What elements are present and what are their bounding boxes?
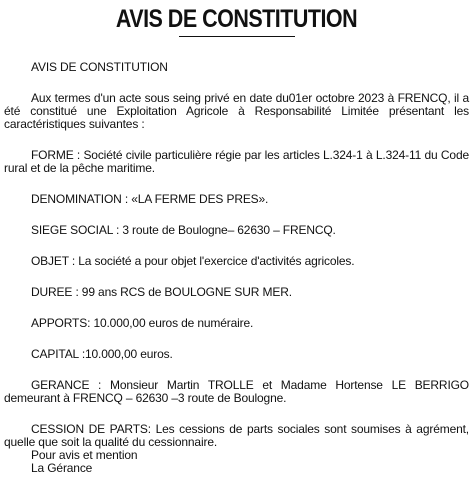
notice-heading: AVIS DE CONSTITUTION — [31, 60, 168, 74]
title-underline — [179, 36, 295, 37]
paragraph-denomination: DENOMINATION : «LA FERME DES PRES». — [31, 192, 269, 206]
paragraph-capital: CAPITAL :10.000,00 euros. — [31, 347, 173, 361]
paragraph-duree: DUREE : 99 ans RCS de BOULOGNE SUR MER. — [31, 285, 292, 299]
paragraph-cession-parts: CESSION DE PARTS: Les cessions de parts sociales sont soumises à agrément, quelle que soit la qualité du cessionnaire. — [4, 422, 469, 449]
paragraph-intro: Aux termes d'un acte sous seing privé en date du01er octobre 2023 à FRENCQ, il a été constitué une Exploitation Agricole à Responsabilité Limitée présentant les caractéristiques suivantes : — [4, 91, 469, 131]
notice-body — [4, 61, 469, 475]
signature-line: La Gérance — [31, 461, 93, 475]
closing-line: Pour avis et mention — [31, 448, 138, 462]
paragraph-siege-social: SIEGE SOCIAL : 3 route de Boulogne– 62630 – FRENCQ. — [31, 223, 336, 237]
paragraph-forme: FORME : Société civile particulière régie par les articles L.324-1 à L.324-11 du Code rural et de la pêche maritime. — [4, 148, 469, 175]
paragraph-objet: OBJET : La société a pour objet l'exercice d'activités agricoles. — [31, 254, 355, 268]
notice-title: AVIS DE CONSTITUTION — [115, 5, 358, 33]
paragraph-gerance: GERANCE : Monsieur Martin TROLLE et Madame Hortense LE BERRIGO demeurant à FRENCQ – 62630 –3 route de Boulogne. — [4, 378, 469, 405]
paragraph-apports: APPORTS: 10.000,00 euros de numéraire. — [31, 316, 254, 330]
